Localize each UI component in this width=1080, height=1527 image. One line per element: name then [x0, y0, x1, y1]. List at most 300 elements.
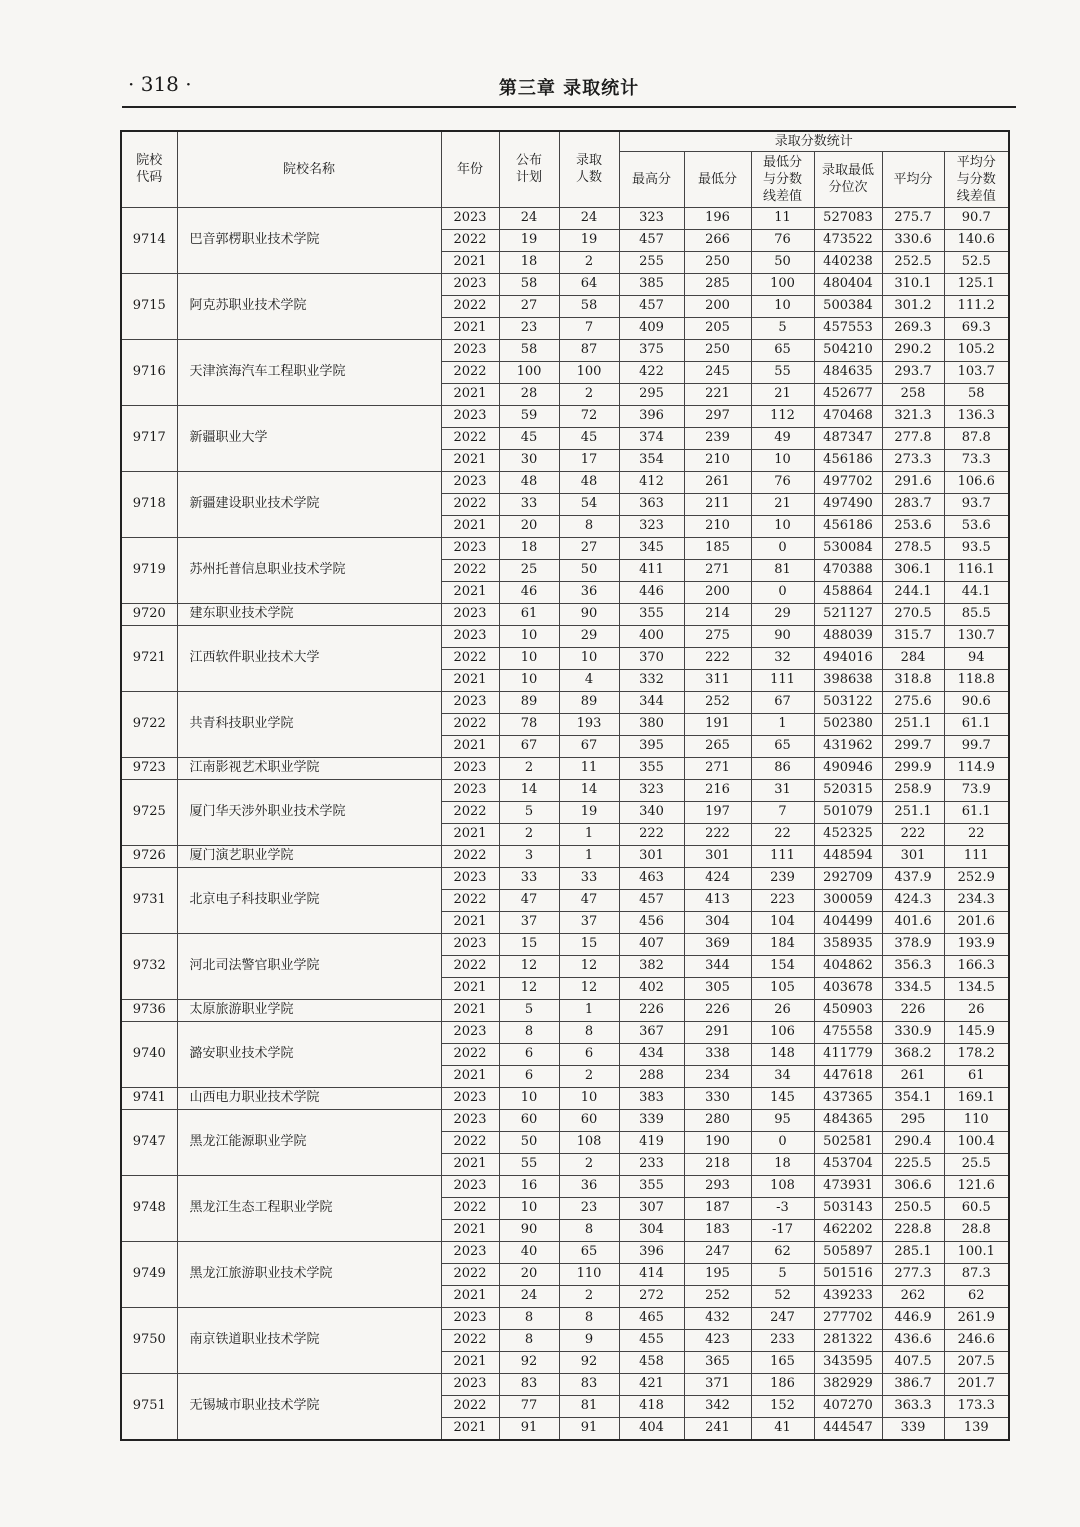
- cell-avg-diff: 201.7: [944, 1373, 1009, 1395]
- table-row: [121, 207, 1009, 229]
- cell-plan: 20: [499, 515, 559, 537]
- cell-avg-diff: 111.2: [944, 295, 1009, 317]
- cell-admitted: 8: [559, 1219, 619, 1241]
- cell-max-score: 419: [619, 1131, 684, 1153]
- cell-min-diff: 0: [751, 537, 814, 559]
- school-code: 9751: [121, 1373, 177, 1440]
- cell-year: 2022: [441, 713, 499, 735]
- cell-min-rank: 292709: [814, 867, 882, 889]
- cell-min-score: 221: [684, 383, 751, 405]
- cell-year: 2021: [441, 1153, 499, 1175]
- cell-plan: 15: [499, 933, 559, 955]
- cell-avg-diff: 62: [944, 1285, 1009, 1307]
- cell-min-diff: 148: [751, 1043, 814, 1065]
- cell-avg-diff: 90.6: [944, 691, 1009, 713]
- cell-min-rank: 503143: [814, 1197, 882, 1219]
- cell-admitted: 48: [559, 471, 619, 493]
- cell-min-score: 210: [684, 515, 751, 537]
- cell-avg-diff: 110: [944, 1109, 1009, 1131]
- cell-min-diff: 108: [751, 1175, 814, 1197]
- cell-avg-score: 386.7: [882, 1373, 944, 1395]
- cell-max-score: 222: [619, 823, 684, 845]
- cell-avg-score: 283.7: [882, 493, 944, 515]
- cell-min-score: 311: [684, 669, 751, 691]
- cell-max-score: 355: [619, 1175, 684, 1197]
- cell-min-rank: 475558: [814, 1021, 882, 1043]
- cell-min-rank: 501516: [814, 1263, 882, 1285]
- cell-min-diff: 7: [751, 801, 814, 823]
- cell-avg-diff: 106.6: [944, 471, 1009, 493]
- cell-year: 2023: [441, 1307, 499, 1329]
- cell-max-score: 340: [619, 801, 684, 823]
- school-code: 9740: [121, 1021, 177, 1087]
- cell-avg-score: 436.6: [882, 1329, 944, 1351]
- cell-year: 2023: [441, 471, 499, 493]
- cell-avg-score: 424.3: [882, 889, 944, 911]
- cell-max-score: 402: [619, 977, 684, 999]
- cell-min-score: 218: [684, 1153, 751, 1175]
- cell-min-diff: 10: [751, 295, 814, 317]
- cell-max-score: 458: [619, 1351, 684, 1373]
- cell-min-score: 291: [684, 1021, 751, 1043]
- page-header: [122, 72, 1016, 108]
- admission-statistics-table: [120, 130, 1010, 1441]
- cell-plan: 45: [499, 427, 559, 449]
- school-code: 9720: [121, 603, 177, 625]
- cell-min-score: 210: [684, 449, 751, 471]
- cell-min-score: 185: [684, 537, 751, 559]
- cell-plan: 14: [499, 779, 559, 801]
- cell-max-score: 304: [619, 1219, 684, 1241]
- cell-year: 2021: [441, 449, 499, 471]
- cell-max-score: 375: [619, 339, 684, 361]
- cell-admitted: 83: [559, 1373, 619, 1395]
- cell-avg-diff: 145.9: [944, 1021, 1009, 1043]
- cell-plan: 48: [499, 471, 559, 493]
- cell-min-score: 245: [684, 361, 751, 383]
- cell-admitted: 91: [559, 1417, 619, 1440]
- cell-admitted: 17: [559, 449, 619, 471]
- school-code: 9719: [121, 537, 177, 603]
- cell-min-rank: 437365: [814, 1087, 882, 1109]
- cell-avg-diff: 130.7: [944, 625, 1009, 647]
- cell-min-diff: 50: [751, 251, 814, 273]
- cell-avg-diff: 100.1: [944, 1241, 1009, 1263]
- cell-admitted: 27: [559, 537, 619, 559]
- cell-year: 2021: [441, 1285, 499, 1307]
- cell-plan: 60: [499, 1109, 559, 1131]
- cell-year: 2023: [441, 779, 499, 801]
- cell-avg-diff: 173.3: [944, 1395, 1009, 1417]
- cell-min-rank: 502581: [814, 1131, 882, 1153]
- cell-min-rank: 300059: [814, 889, 882, 911]
- cell-avg-diff: 178.2: [944, 1043, 1009, 1065]
- cell-min-diff: 41: [751, 1417, 814, 1440]
- cell-avg-score: 270.5: [882, 603, 944, 625]
- cell-min-diff: 31: [751, 779, 814, 801]
- school-name: 黑龙江能源职业学院: [177, 1109, 441, 1175]
- cell-avg-diff: 73.9: [944, 779, 1009, 801]
- cell-year: 2022: [441, 559, 499, 581]
- table-row: [121, 1109, 1009, 1131]
- school-code: 9721: [121, 625, 177, 691]
- school-code: 9717: [121, 405, 177, 471]
- cell-admitted: 8: [559, 515, 619, 537]
- cell-min-score: 200: [684, 295, 751, 317]
- cell-min-score: 285: [684, 273, 751, 295]
- cell-admitted: 23: [559, 1197, 619, 1219]
- cell-max-score: 367: [619, 1021, 684, 1043]
- cell-min-rank: 452677: [814, 383, 882, 405]
- cell-max-score: 295: [619, 383, 684, 405]
- table-row: [121, 405, 1009, 427]
- cell-min-diff: 62: [751, 1241, 814, 1263]
- cell-avg-score: 226: [882, 999, 944, 1021]
- school-code: 9723: [121, 757, 177, 779]
- cell-avg-diff: 169.1: [944, 1087, 1009, 1109]
- cell-plan: 10: [499, 1087, 559, 1109]
- cell-avg-diff: 105.2: [944, 339, 1009, 361]
- cell-min-score: 250: [684, 339, 751, 361]
- school-name: 厦门演艺职业学院: [177, 845, 441, 867]
- school-name: 苏州托普信息职业技术学院: [177, 537, 441, 603]
- cell-avg-diff: 69.3: [944, 317, 1009, 339]
- cell-avg-diff: 118.8: [944, 669, 1009, 691]
- cell-max-score: 418: [619, 1395, 684, 1417]
- cell-avg-diff: 139: [944, 1417, 1009, 1440]
- cell-avg-score: 368.2: [882, 1043, 944, 1065]
- cell-max-score: 323: [619, 779, 684, 801]
- cell-year: 2023: [441, 1373, 499, 1395]
- cell-year: 2023: [441, 691, 499, 713]
- cell-avg-diff: 193.9: [944, 933, 1009, 955]
- cell-min-rank: 277702: [814, 1307, 882, 1329]
- cell-max-score: 396: [619, 1241, 684, 1263]
- cell-plan: 55: [499, 1153, 559, 1175]
- cell-year: 2021: [441, 823, 499, 845]
- cell-admitted: 2: [559, 1285, 619, 1307]
- cell-avg-diff: 58: [944, 383, 1009, 405]
- cell-min-score: 301: [684, 845, 751, 867]
- cell-min-score: 344: [684, 955, 751, 977]
- cell-min-score: 195: [684, 1263, 751, 1285]
- cell-avg-score: 407.5: [882, 1351, 944, 1373]
- cell-min-rank: 404499: [814, 911, 882, 933]
- cell-min-score: 271: [684, 559, 751, 581]
- cell-plan: 33: [499, 867, 559, 889]
- cell-max-score: 345: [619, 537, 684, 559]
- cell-avg-diff: 61.1: [944, 713, 1009, 735]
- school-code: 9731: [121, 867, 177, 933]
- cell-max-score: 323: [619, 515, 684, 537]
- cell-plan: 27: [499, 295, 559, 317]
- cell-min-score: 280: [684, 1109, 751, 1131]
- cell-min-rank: 407270: [814, 1395, 882, 1417]
- cell-year: 2023: [441, 273, 499, 295]
- cell-avg-score: 378.9: [882, 933, 944, 955]
- cell-min-diff: 76: [751, 471, 814, 493]
- cell-avg-diff: 87.3: [944, 1263, 1009, 1285]
- cell-max-score: 332: [619, 669, 684, 691]
- cell-min-diff: 165: [751, 1351, 814, 1373]
- cell-year: 2022: [441, 1263, 499, 1285]
- cell-admitted: 33: [559, 867, 619, 889]
- cell-admitted: 1: [559, 823, 619, 845]
- cell-min-score: 190: [684, 1131, 751, 1153]
- cell-min-diff: 21: [751, 383, 814, 405]
- col-header-code: 院校 代码: [121, 131, 177, 207]
- cell-year: 2021: [441, 1219, 499, 1241]
- cell-plan: 67: [499, 735, 559, 757]
- cell-avg-score: 299.7: [882, 735, 944, 757]
- cell-min-diff: 104: [751, 911, 814, 933]
- cell-year: 2021: [441, 1417, 499, 1440]
- school-code: 9714: [121, 207, 177, 273]
- cell-min-score: 275: [684, 625, 751, 647]
- cell-avg-score: 251.1: [882, 713, 944, 735]
- cell-admitted: 10: [559, 647, 619, 669]
- cell-admitted: 47: [559, 889, 619, 911]
- cell-admitted: 4: [559, 669, 619, 691]
- cell-min-diff: 95: [751, 1109, 814, 1131]
- cell-min-rank: 448594: [814, 845, 882, 867]
- cell-admitted: 45: [559, 427, 619, 449]
- col-header-admitted: 录取 人数: [559, 131, 619, 207]
- cell-year: 2021: [441, 735, 499, 757]
- cell-avg-score: 330.9: [882, 1021, 944, 1043]
- cell-year: 2021: [441, 251, 499, 273]
- table-row: [121, 867, 1009, 889]
- cell-max-score: 339: [619, 1109, 684, 1131]
- cell-plan: 50: [499, 1131, 559, 1153]
- cell-avg-score: 277.3: [882, 1263, 944, 1285]
- col-header-avg: 平均分: [882, 151, 944, 207]
- school-code: 9722: [121, 691, 177, 757]
- school-name: 黑龙江旅游职业技术学院: [177, 1241, 441, 1307]
- cell-max-score: 380: [619, 713, 684, 735]
- cell-plan: 8: [499, 1307, 559, 1329]
- cell-admitted: 110: [559, 1263, 619, 1285]
- cell-min-rank: 505897: [814, 1241, 882, 1263]
- cell-avg-diff: 261.9: [944, 1307, 1009, 1329]
- cell-avg-diff: 116.1: [944, 559, 1009, 581]
- cell-admitted: 108: [559, 1131, 619, 1153]
- school-name: 共青科技职业学院: [177, 691, 441, 757]
- cell-admitted: 50: [559, 559, 619, 581]
- cell-max-score: 288: [619, 1065, 684, 1087]
- cell-min-score: 205: [684, 317, 751, 339]
- cell-min-rank: 404862: [814, 955, 882, 977]
- cell-avg-score: 290.2: [882, 339, 944, 361]
- col-header-year: 年份: [441, 131, 499, 207]
- table-row: [121, 339, 1009, 361]
- cell-avg-diff: 28.8: [944, 1219, 1009, 1241]
- cell-avg-score: 356.3: [882, 955, 944, 977]
- cell-plan: 6: [499, 1065, 559, 1087]
- col-header-max: 最高分: [619, 151, 684, 207]
- cell-plan: 58: [499, 339, 559, 361]
- cell-avg-diff: 44.1: [944, 581, 1009, 603]
- cell-admitted: 15: [559, 933, 619, 955]
- table-row: [121, 999, 1009, 1021]
- cell-min-score: 261: [684, 471, 751, 493]
- cell-plan: 83: [499, 1373, 559, 1395]
- cell-min-rank: 450903: [814, 999, 882, 1021]
- cell-year: 2023: [441, 603, 499, 625]
- cell-plan: 78: [499, 713, 559, 735]
- cell-max-score: 355: [619, 757, 684, 779]
- cell-min-diff: -17: [751, 1219, 814, 1241]
- col-header-min-diff: 最低分 与分数 线差值: [751, 151, 814, 207]
- cell-avg-diff: 53.6: [944, 515, 1009, 537]
- cell-min-diff: 18: [751, 1153, 814, 1175]
- table-row: [121, 1021, 1009, 1043]
- cell-min-score: 222: [684, 823, 751, 845]
- cell-avg-score: 275.7: [882, 207, 944, 229]
- cell-year: 2023: [441, 1109, 499, 1131]
- cell-min-score: 250: [684, 251, 751, 273]
- cell-min-score: 297: [684, 405, 751, 427]
- cell-admitted: 54: [559, 493, 619, 515]
- cell-year: 2022: [441, 1043, 499, 1065]
- cell-min-score: 196: [684, 207, 751, 229]
- cell-min-rank: 502380: [814, 713, 882, 735]
- cell-min-diff: 49: [751, 427, 814, 449]
- table-row: [121, 537, 1009, 559]
- cell-admitted: 6: [559, 1043, 619, 1065]
- table-row: [121, 779, 1009, 801]
- cell-max-score: 404: [619, 1417, 684, 1440]
- cell-max-score: 412: [619, 471, 684, 493]
- cell-admitted: 65: [559, 1241, 619, 1263]
- cell-avg-diff: 85.5: [944, 603, 1009, 625]
- school-name: 新疆职业大学: [177, 405, 441, 471]
- table-row: [121, 471, 1009, 493]
- cell-plan: 18: [499, 251, 559, 273]
- cell-plan: 10: [499, 1197, 559, 1219]
- cell-plan: 12: [499, 977, 559, 999]
- cell-avg-score: 321.3: [882, 405, 944, 427]
- cell-min-rank: 473931: [814, 1175, 882, 1197]
- cell-admitted: 36: [559, 581, 619, 603]
- cell-min-diff: 100: [751, 273, 814, 295]
- cell-min-score: 369: [684, 933, 751, 955]
- cell-avg-score: 446.9: [882, 1307, 944, 1329]
- cell-max-score: 355: [619, 603, 684, 625]
- table-row: [121, 1241, 1009, 1263]
- cell-avg-diff: 87.8: [944, 427, 1009, 449]
- cell-plan: 20: [499, 1263, 559, 1285]
- cell-avg-score: 310.1: [882, 273, 944, 295]
- cell-min-diff: 21: [751, 493, 814, 515]
- cell-min-rank: 439233: [814, 1285, 882, 1307]
- cell-avg-score: 295: [882, 1109, 944, 1131]
- cell-max-score: 457: [619, 229, 684, 251]
- cell-min-score: 239: [684, 427, 751, 449]
- cell-min-diff: 81: [751, 559, 814, 581]
- cell-avg-score: 306.6: [882, 1175, 944, 1197]
- school-code: 9749: [121, 1241, 177, 1307]
- cell-min-rank: 473522: [814, 229, 882, 251]
- cell-avg-diff: 93.7: [944, 493, 1009, 515]
- cell-year: 2023: [441, 207, 499, 229]
- cell-avg-diff: 125.1: [944, 273, 1009, 295]
- cell-min-rank: 487347: [814, 427, 882, 449]
- cell-avg-diff: 25.5: [944, 1153, 1009, 1175]
- cell-avg-score: 262: [882, 1285, 944, 1307]
- cell-avg-diff: 61: [944, 1065, 1009, 1087]
- cell-min-diff: 184: [751, 933, 814, 955]
- cell-max-score: 323: [619, 207, 684, 229]
- col-header-avg-diff: 平均分 与分数 线差值: [944, 151, 1009, 207]
- cell-plan: 16: [499, 1175, 559, 1197]
- cell-min-rank: 281322: [814, 1329, 882, 1351]
- cell-avg-diff: 52.5: [944, 251, 1009, 273]
- cell-avg-score: 290.4: [882, 1131, 944, 1153]
- cell-plan: 59: [499, 405, 559, 427]
- cell-year: 2022: [441, 1197, 499, 1219]
- cell-max-score: 407: [619, 933, 684, 955]
- cell-min-rank: 503122: [814, 691, 882, 713]
- cell-max-score: 370: [619, 647, 684, 669]
- cell-min-rank: 494016: [814, 647, 882, 669]
- cell-min-score: 226: [684, 999, 751, 1021]
- school-code: 9725: [121, 779, 177, 845]
- cell-min-diff: 26: [751, 999, 814, 1021]
- cell-year: 2022: [441, 1395, 499, 1417]
- cell-min-diff: 90: [751, 625, 814, 647]
- cell-year: 2021: [441, 581, 499, 603]
- cell-min-rank: 501079: [814, 801, 882, 823]
- cell-plan: 19: [499, 229, 559, 251]
- table-row: [121, 625, 1009, 647]
- cell-avg-diff: 252.9: [944, 867, 1009, 889]
- cell-avg-score: 258.9: [882, 779, 944, 801]
- cell-min-diff: 111: [751, 845, 814, 867]
- cell-min-rank: 411779: [814, 1043, 882, 1065]
- cell-min-diff: 186: [751, 1373, 814, 1395]
- cell-admitted: 72: [559, 405, 619, 427]
- cell-min-rank: 444547: [814, 1417, 882, 1440]
- school-code: 9736: [121, 999, 177, 1021]
- cell-plan: 24: [499, 207, 559, 229]
- cell-avg-score: 330.6: [882, 229, 944, 251]
- cell-max-score: 421: [619, 1373, 684, 1395]
- school-name: 太原旅游职业学院: [177, 999, 441, 1021]
- cell-admitted: 8: [559, 1307, 619, 1329]
- cell-avg-diff: 246.6: [944, 1329, 1009, 1351]
- cell-year: 2023: [441, 339, 499, 361]
- cell-plan: 25: [499, 559, 559, 581]
- school-name: 新疆建设职业技术学院: [177, 471, 441, 537]
- cell-min-score: 304: [684, 911, 751, 933]
- col-header-score-group: 录取分数统计: [619, 131, 1009, 151]
- cell-min-diff: 239: [751, 867, 814, 889]
- cell-plan: 33: [499, 493, 559, 515]
- school-code: 9726: [121, 845, 177, 867]
- cell-max-score: 354: [619, 449, 684, 471]
- cell-year: 2023: [441, 405, 499, 427]
- cell-min-diff: 65: [751, 339, 814, 361]
- cell-avg-diff: 114.9: [944, 757, 1009, 779]
- cell-min-score: 265: [684, 735, 751, 757]
- cell-avg-diff: 22: [944, 823, 1009, 845]
- cell-min-rank: 456186: [814, 515, 882, 537]
- cell-year: 2022: [441, 647, 499, 669]
- cell-min-score: 413: [684, 889, 751, 911]
- cell-min-score: 423: [684, 1329, 751, 1351]
- cell-avg-score: 301: [882, 845, 944, 867]
